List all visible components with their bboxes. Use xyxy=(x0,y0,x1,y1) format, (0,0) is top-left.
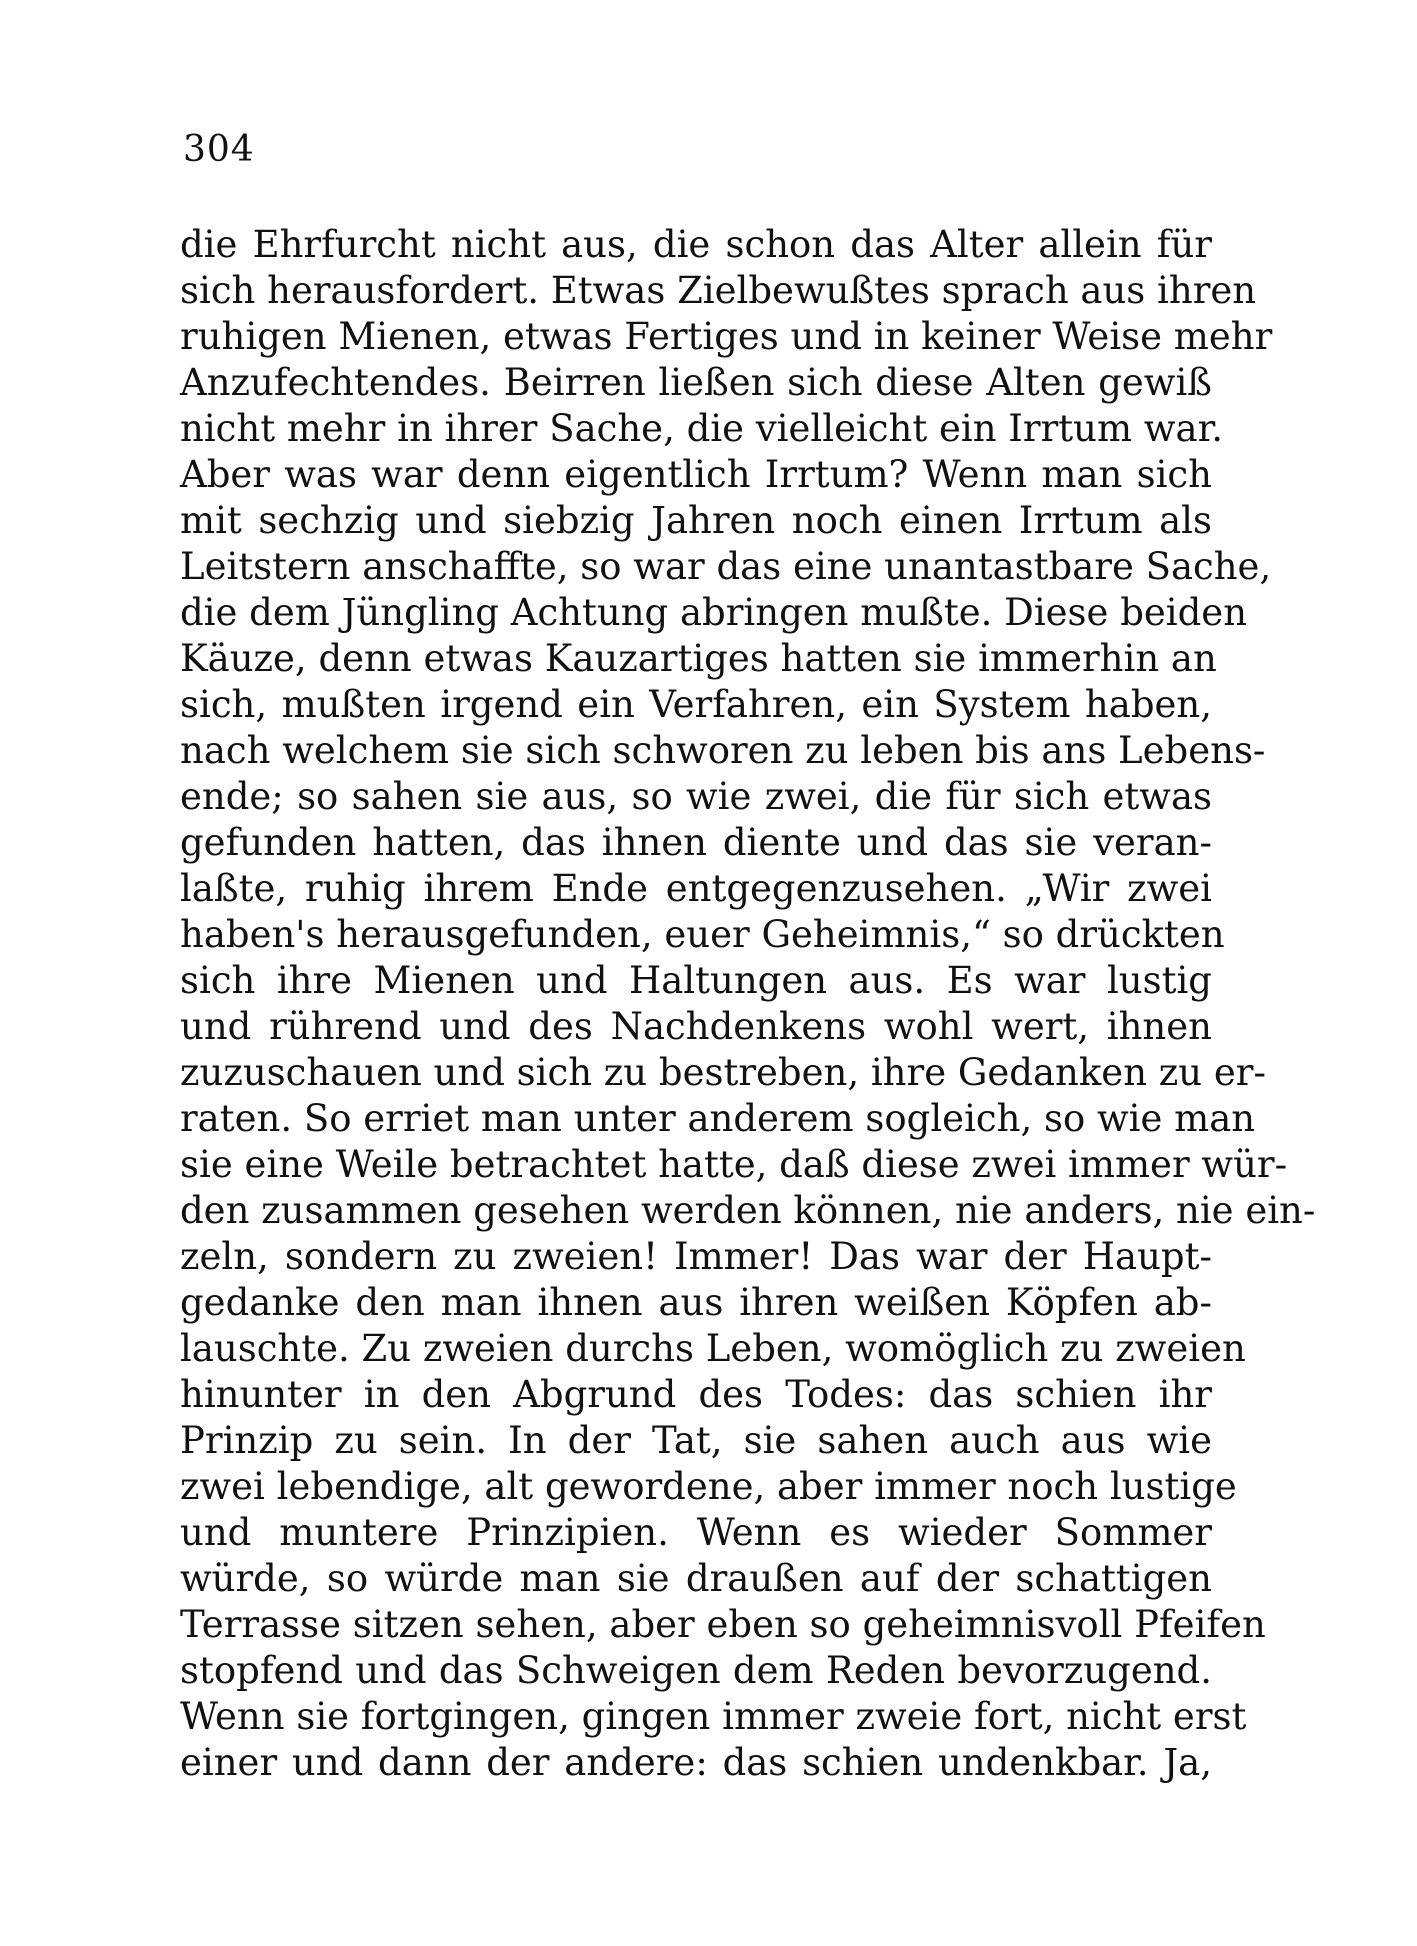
text-line: ruhigen Mienen, etwas Fertiges und in keiner Weise mehr xyxy=(180,315,1273,358)
text-line: sich ihre Mienen und Haltungen aus. Es war lustig xyxy=(180,959,1212,1002)
text-line: zeln, sondern zu zweien! Immer! Das war der Haupt- xyxy=(180,1235,1212,1278)
text-line: Käuze, denn etwas Kauzartiges hatten sie immerhin an xyxy=(180,637,1217,680)
text-line: Prinzip zu sein. In der Tat, sie sahen auch aus wie xyxy=(180,1419,1212,1462)
text-line: Wenn sie fortgingen, gingen immer zweie fort, nicht erst xyxy=(180,1695,1247,1738)
text-line: haben's herausgefunden, euer Geheimnis,“ so drückten xyxy=(180,913,1225,956)
text-line: laßte, ruhig ihrem Ende entgegenzusehen. „Wir zwei xyxy=(180,867,1212,910)
text-line: die dem Jüngling Achtung abringen mußte. Diese beiden xyxy=(180,591,1248,634)
text-line: hinunter in den Abgrund des Todes: das schien ihr xyxy=(180,1373,1212,1416)
text-line: raten. So erriet man unter anderem sogleich, so wie man xyxy=(180,1097,1256,1140)
text-line: mit sechzig und siebzig Jahren noch einen Irrtum als xyxy=(180,499,1212,542)
text-line: sich, mußten irgend ein Verfahren, ein System haben, xyxy=(180,683,1212,726)
text-line: zwei lebendige, alt gewordene, aber immer noch lustige xyxy=(180,1465,1237,1508)
text-line: und muntere Prinzipien. Wenn es wieder Sommer xyxy=(180,1511,1212,1554)
text-line: ende; so sahen sie aus, so wie zwei, die für sich etwas xyxy=(180,775,1212,818)
text-line: die Ehrfurcht nicht aus, die schon das Alter allein für xyxy=(180,223,1212,266)
page-number: 304 xyxy=(183,129,255,170)
text-line: würde, so würde man sie draußen auf der schattigen xyxy=(180,1557,1212,1600)
text-line: gefunden hatten, das ihnen diente und das sie veran- xyxy=(180,821,1212,864)
text-line: zuzuschauen und sich zu bestreben, ihre Gedanken zu er- xyxy=(180,1051,1266,1094)
text-line: Terrasse sitzen sehen, aber eben so geheimnisvoll Pfeifen xyxy=(180,1603,1266,1646)
text-line: den zusammen gesehen werden können, nie anders, nie ein- xyxy=(180,1189,1316,1232)
text-line: einer und dann der andere: das schien undenkbar. Ja, xyxy=(180,1741,1212,1784)
text-line: Leitstern anschaffte, so war das eine unantastbare Sache, xyxy=(180,545,1272,588)
text-line: nach welchem sie sich schworen zu leben bis ans Lebens- xyxy=(180,729,1266,772)
text-line: stopfend und das Schweigen dem Reden bevorzugend. xyxy=(180,1649,1212,1692)
text-line: lauschte. Zu zweien durchs Leben, womöglich zu zweien xyxy=(180,1327,1246,1370)
body-text xyxy=(180,222,1316,1786)
text-line: Aber was war denn eigentlich Irrtum? Wenn man sich xyxy=(180,453,1212,496)
text-line: nicht mehr in ihrer Sache, die vielleicht ein Irrtum war. xyxy=(180,407,1223,450)
text-line: gedanke den man ihnen aus ihren weißen Köpfen ab- xyxy=(180,1281,1212,1324)
text-line: sie eine Weile betrachtet hatte, daß diese zwei immer wür- xyxy=(180,1143,1288,1186)
text-line: sich herausfordert. Etwas Zielbewußtes sprach aus ihren xyxy=(180,269,1257,312)
text-line: und rührend und des Nachdenkens wohl wert, ihnen xyxy=(180,1005,1212,1048)
text-line: Anzufechtendes. Beirren ließen sich diese Alten gewiß xyxy=(180,361,1212,404)
